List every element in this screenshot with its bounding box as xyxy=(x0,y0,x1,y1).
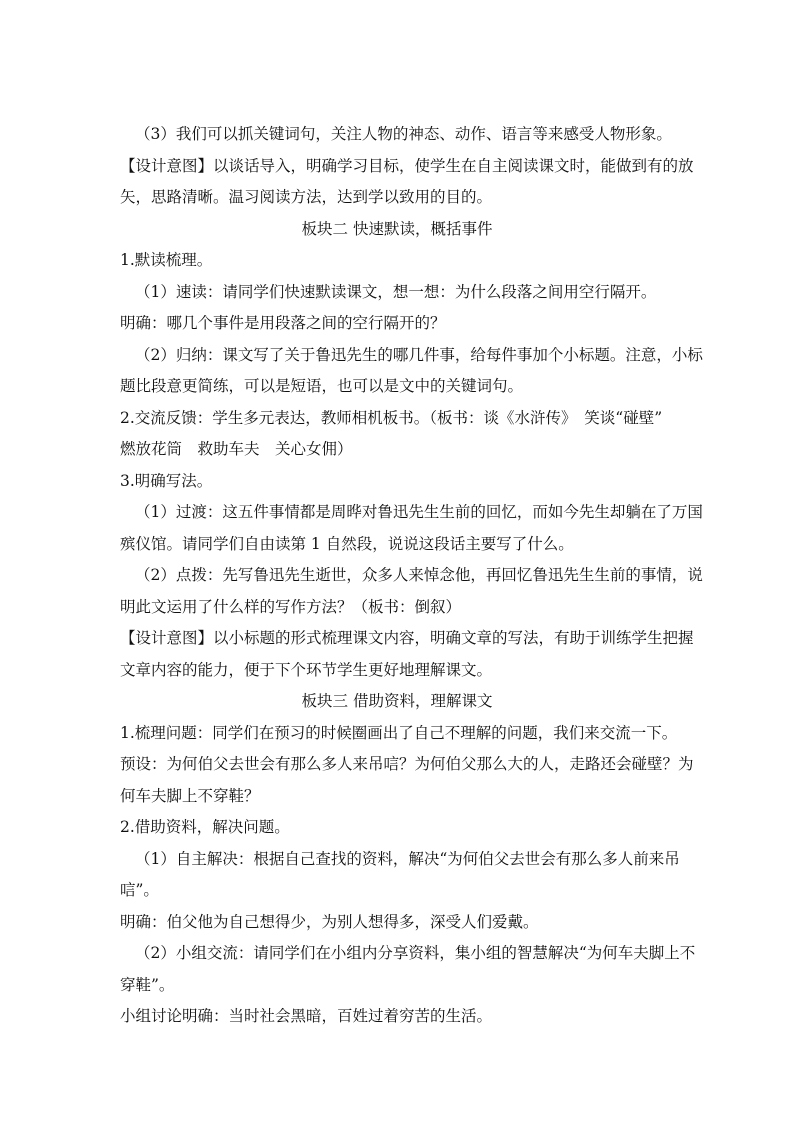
section-heading-3: 板块三 借助资料，理解课文 xyxy=(301,692,493,710)
paragraph-line: 题比段意更简练，可以是短语，也可以是文中的关键词句。 xyxy=(120,377,524,395)
paragraph-line: 唁”。 xyxy=(120,881,159,899)
paragraph-line: 殡仪馆。请同学们自由读第 1 自然段，说说这段话主要写了什么。 xyxy=(120,535,574,553)
paragraph-line: 明确：哪几个事件是用段落之间的空行隔开的？ xyxy=(120,314,446,332)
paragraph-line: 文章内容的能力，便于下个环节学生更好地理解课文。 xyxy=(120,661,493,679)
paragraph-line: 燃放花筒 救助车夫 关心女佣） xyxy=(120,440,353,458)
paragraph-line: （1）自主解决：根据自己查找的资料，解决“为何伯父去世会有那么多人前来吊 xyxy=(135,850,680,868)
paragraph-line: 何车夫脚上不穿鞋？ xyxy=(120,787,260,805)
paragraph-line: 预设：为何伯父去世会有那么多人来吊唁？为何伯父那么大的人，走路还会碰壁？为 xyxy=(120,755,694,773)
paragraph-line: （2）归纳：课文写了关于鲁迅先生的哪几件事，给每件事加个小标题。注意，小标 xyxy=(135,346,703,364)
design-intent-line: 【设计意图】以谈话导入，明确学习目标，使学生在自主阅读课文时，能做到有的放 xyxy=(120,157,694,175)
paragraph-line: （3）我们可以抓关键词句，关注人物的神态、动作、语言等来感受人物形象。 xyxy=(135,125,672,143)
paragraph-line: 3.明确写法。 xyxy=(120,472,213,490)
paragraph-line: （1）过渡：这五件事情都是周晔对鲁迅先生生前的回忆，而如今先生却躺在了万国 xyxy=(135,503,703,521)
paragraph-line: （1）速读：请同学们快速默读课文，想一想：为什么段落之间用空行隔开。 xyxy=(135,283,657,301)
paragraph-line: 穿鞋”。 xyxy=(120,976,175,994)
paragraph-line: 1.默读梳理。 xyxy=(120,251,213,269)
paragraph-line: 小组讨论明确：当时社会黑暗，百姓过着穷苦的生活。 xyxy=(120,1007,493,1025)
paragraph-line: （2）小组交流：请同学们在小组内分享资料，集小组的智慧解决“为何车夫脚上不 xyxy=(135,944,696,962)
paragraph-line: 矢，思路清晰。温习阅读方法，达到学以致用的目的。 xyxy=(120,188,493,206)
paragraph-line: 2.交流反馈：学生多元表达，教师相机板书。（板书：谈《水浒传》 笑谈“碰壁” xyxy=(120,409,663,427)
design-intent-line: 【设计意图】以小标题的形式梳理课文内容，明确文章的写法，有助于训练学生把握 xyxy=(120,629,694,647)
section-heading-2: 板块二 快速默读，概括事件 xyxy=(301,220,493,238)
paragraph-line: 明此文运用了什么样的写作方法？（板书：倒叙） xyxy=(120,598,462,616)
paragraph-line: （2）点拨：先写鲁迅先生逝世，众多人来悼念他，再回忆鲁迅先生生前的事情，说 xyxy=(135,566,703,584)
paragraph-line: 明确：伯父他为自己想得少，为别人想得多，深受人们爱戴。 xyxy=(120,913,539,931)
paragraph-line: 1.梳理问题：同学们在预习的时候圈画出了自己不理解的问题，我们来交流一下。 xyxy=(120,724,678,742)
paragraph-line: 2.借助资料，解决问题。 xyxy=(120,818,290,836)
